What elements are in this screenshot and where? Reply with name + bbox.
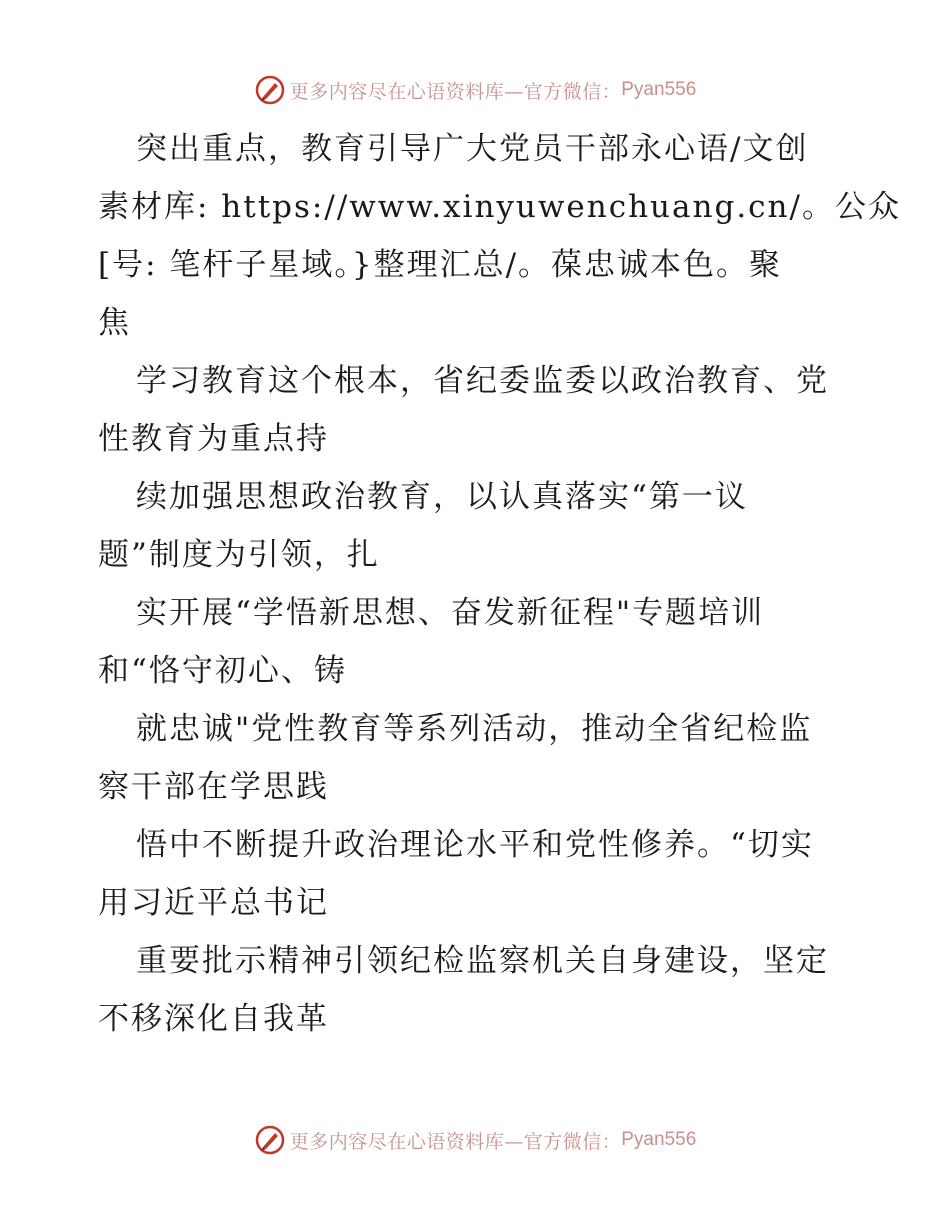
- pen-logo-icon: [254, 74, 286, 106]
- body-line: [号: 笔杆子星域。}整理汇总/。葆忠诚本色。聚: [98, 247, 783, 283]
- body-line: 重要批示精神引领纪检监察机关自身建设，坚定: [136, 943, 829, 979]
- body-line: 用习近平总书记: [98, 885, 329, 921]
- body-line: 续加强思想政治教育，以认真落实“第一议: [136, 479, 748, 515]
- watermark-wechat-id: Pyan556: [621, 79, 697, 100]
- body-line: 实开展“学悟新思想、奋发新征程"专题培训: [136, 595, 765, 631]
- document-body: [98, 120, 901, 1048]
- pen-logo-icon: [254, 1124, 286, 1156]
- body-line: 题”制度为引领，扎: [98, 537, 380, 573]
- watermark-text: 更多内容尽在心语资料库—官方微信：: [289, 80, 622, 103]
- body-line: 悟中不断提升政治理论水平和党性修养。“切实: [136, 827, 814, 863]
- body-line: 察干部在学思践: [98, 769, 329, 805]
- watermark-text: 更多内容尽在心语资料库—官方微信：: [289, 1130, 622, 1153]
- body-line: 性教育为重点持: [98, 421, 329, 457]
- body-line: 焦: [98, 305, 131, 341]
- body-line: 突出重点，教育引导广大党员干部永心语/文创: [136, 131, 809, 167]
- body-line: 素材库: https://www.xinyuwenchuang.cn/。公众: [98, 189, 901, 225]
- body-line: 不移深化自我革: [98, 1001, 329, 1037]
- watermark-footer: [0, 1120, 950, 1160]
- watermark-wechat-id: Pyan556: [621, 1129, 697, 1150]
- watermark-header: [0, 70, 950, 110]
- body-line: 就忠诚"党性教育等系列活动，推动全省纪检监: [136, 711, 813, 747]
- body-line: 和“恪守初心、铸: [98, 653, 347, 689]
- body-line: 学习教育这个根本，省纪委监委以政治教育、党: [136, 363, 829, 399]
